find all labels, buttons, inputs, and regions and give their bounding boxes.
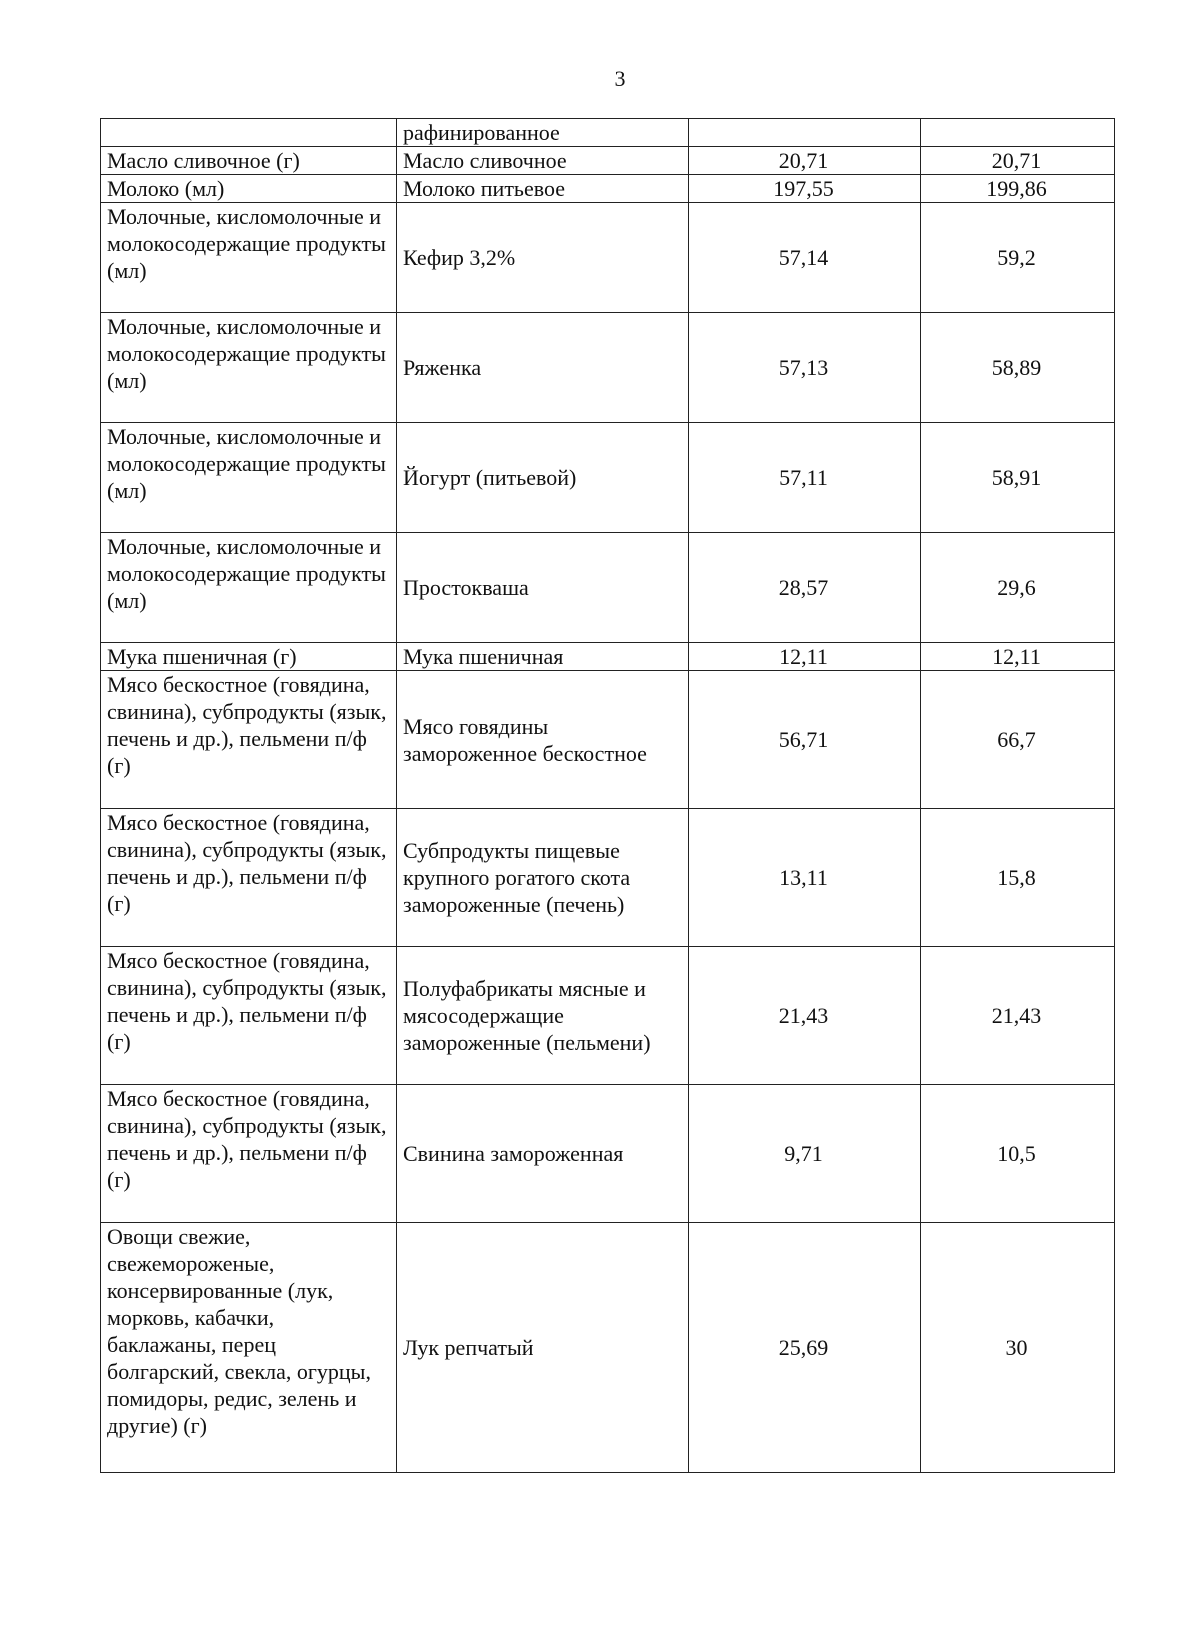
table-row [101, 175, 1115, 203]
product-cell: Лук репчатый [397, 1223, 689, 1473]
table-row [101, 947, 1115, 1085]
table-row [101, 671, 1115, 809]
product-cell: Мясо говядины замороженное бескостное [397, 671, 689, 809]
value1-cell: 25,69 [689, 1223, 921, 1473]
value1-cell: 20,71 [689, 147, 921, 175]
value1-cell: 197,55 [689, 175, 921, 203]
value1-cell: 57,13 [689, 313, 921, 423]
value2-cell: 21,43 [921, 947, 1115, 1085]
value2-cell: 66,7 [921, 671, 1115, 809]
table-row [101, 533, 1115, 643]
category-cell: Молочные, кисломолочные и молокосодержащие продукты (мл) [101, 423, 397, 533]
product-cell: Мука пшеничная [397, 643, 689, 671]
category-cell: Молочные, кисломолочные и молокосодержащие продукты (мл) [101, 533, 397, 643]
product-cell: Свинина замороженная [397, 1085, 689, 1223]
product-cell: Полуфабрикаты мясные и мясосодержащие замороженные (пельмени) [397, 947, 689, 1085]
category-cell: Мясо бескостное (говядина, свинина), субпродукты (язык, печень и др.), пельмени п/ф (г) [101, 947, 397, 1085]
product-cell: Йогурт (питьевой) [397, 423, 689, 533]
value1-cell: 13,11 [689, 809, 921, 947]
category-cell: Мука пшеничная (г) [101, 643, 397, 671]
value1-cell: 28,57 [689, 533, 921, 643]
value2-cell: 59,2 [921, 203, 1115, 313]
value2-cell: 20,71 [921, 147, 1115, 175]
product-cell: рафинированное [397, 119, 689, 147]
value2-cell: 199,86 [921, 175, 1115, 203]
value2-cell: 10,5 [921, 1085, 1115, 1223]
value1-cell: 57,11 [689, 423, 921, 533]
value2-cell: 29,6 [921, 533, 1115, 643]
category-cell: Овощи свежие, свежемороженые, консервированные (лук, морковь, кабачки, баклажаны, перец болгарский, свекла, огурцы, помидоры, редис, зелень и другие) (г) [101, 1223, 397, 1473]
category-cell: Молочные, кисломолочные и молокосодержащие продукты (мл) [101, 203, 397, 313]
product-cell: Ряженка [397, 313, 689, 423]
value1-cell: 57,14 [689, 203, 921, 313]
table-row [101, 1085, 1115, 1223]
value2-cell: 12,11 [921, 643, 1115, 671]
table-row [101, 147, 1115, 175]
category-cell: Масло сливочное (г) [101, 147, 397, 175]
table-row [101, 423, 1115, 533]
value2-cell [921, 119, 1115, 147]
value1-cell: 12,11 [689, 643, 921, 671]
category-cell: Мясо бескостное (говядина, свинина), субпродукты (язык, печень и др.), пельмени п/ф (г) [101, 671, 397, 809]
value2-cell: 15,8 [921, 809, 1115, 947]
page-number: 3 [614, 66, 626, 91]
category-cell: Молоко (мл) [101, 175, 397, 203]
category-cell: Мясо бескостное (говядина, свинина), субпродукты (язык, печень и др.), пельмени п/ф (г) [101, 809, 397, 947]
value1-cell [689, 119, 921, 147]
product-cell: Кефир 3,2% [397, 203, 689, 313]
value1-cell: 9,71 [689, 1085, 921, 1223]
product-cell: Масло сливочное [397, 147, 689, 175]
table-row [101, 203, 1115, 313]
value2-cell: 58,91 [921, 423, 1115, 533]
table-row [101, 1223, 1115, 1473]
food-table [100, 118, 1115, 1473]
value1-cell: 21,43 [689, 947, 921, 1085]
product-cell: Молоко питьевое [397, 175, 689, 203]
value1-cell: 56,71 [689, 671, 921, 809]
table-row [101, 643, 1115, 671]
product-cell: Простокваша [397, 533, 689, 643]
product-cell: Субпродукты пищевые крупного рогатого скота замороженные (печень) [397, 809, 689, 947]
table-row [101, 313, 1115, 423]
value2-cell: 58,89 [921, 313, 1115, 423]
category-cell: Молочные, кисломолочные и молокосодержащие продукты (мл) [101, 313, 397, 423]
category-cell [101, 119, 397, 147]
category-cell: Мясо бескостное (говядина, свинина), субпродукты (язык, печень и др.), пельмени п/ф (г) [101, 1085, 397, 1223]
value2-cell: 30 [921, 1223, 1115, 1473]
table-row [101, 809, 1115, 947]
table-row [101, 119, 1115, 147]
